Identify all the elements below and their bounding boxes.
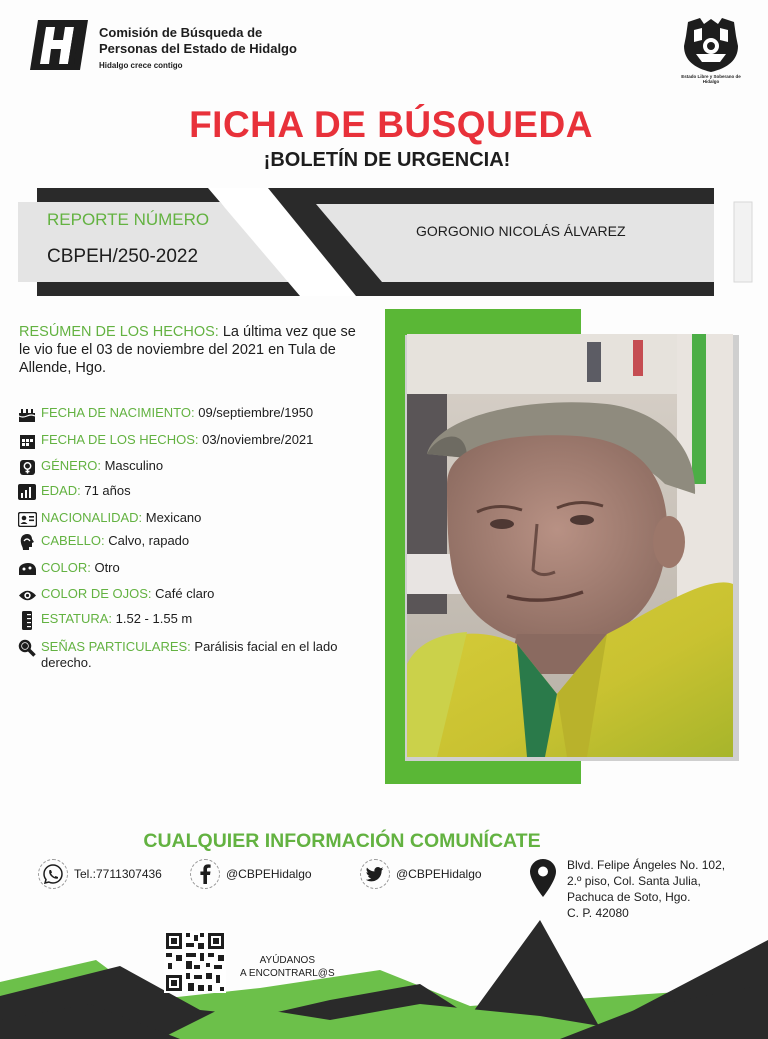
help-line1: AYÚDANOS: [259, 955, 315, 966]
fact-label: FECHA DE NACIMIENTO:: [41, 405, 195, 420]
facebook-handle: @CBPEHidalgo: [226, 867, 312, 881]
age-bars-icon: [17, 483, 37, 501]
footer-mountains-graphic: [0, 900, 768, 1039]
fact-value: 1.52 - 1.55 m: [112, 611, 193, 626]
fact-value: Masculino: [100, 458, 164, 473]
help-us-text: [240, 954, 335, 980]
fact-skin-color: [17, 560, 361, 578]
fact-nationality: [17, 510, 361, 528]
page-title: FICHA DE BÚSQUEDA: [189, 104, 593, 145]
fact-event-date: [17, 432, 361, 450]
fact-eye-color: [17, 586, 361, 604]
id-card-icon: [17, 510, 37, 528]
location-pin-icon: [530, 859, 556, 899]
facts-summary: [19, 323, 364, 377]
seal-caption: Estado Libre y Soberano de Hidalgo: [681, 74, 741, 84]
fact-birth-date: [17, 405, 361, 423]
twitter-handle: @CBPEHidalgo: [396, 867, 482, 881]
fact-value: Mexicano: [142, 510, 202, 525]
fact-age: [17, 483, 361, 501]
address-line: Blvd. Felipe Ángeles No. 102,: [567, 858, 726, 872]
fact-label: ESTATURA:: [41, 611, 113, 626]
phone-contact[interactable]: [38, 859, 162, 889]
contact-title: CUALQUIER INFORMACIÓN COMUNÍCATE: [143, 830, 541, 852]
organization-name-line2: Personas del Estado de Hidalgo: [99, 41, 297, 56]
twitter-contact[interactable]: [360, 859, 482, 889]
fact-value: Café claro: [151, 586, 215, 601]
fact-value: 09/septiembre/1950: [194, 405, 314, 420]
missing-person-name: GORGONIO NICOLÁS ÁLVAREZ: [416, 223, 626, 239]
phone-number: Tel.:7711307436: [74, 867, 162, 881]
report-number-label: REPORTE NÚMERO: [47, 210, 210, 229]
cake-icon: [17, 405, 37, 423]
facebook-icon: [190, 859, 220, 889]
fact-label: EDAD:: [41, 483, 81, 498]
twitter-icon: [360, 859, 390, 889]
slogan: Hidalgo crece contigo: [99, 61, 183, 70]
summary-label: RESÚMEN DE LOS HECHOS:: [19, 324, 219, 340]
fact-label: COLOR:: [41, 560, 91, 575]
fact-label: GÉNERO:: [41, 458, 101, 473]
fact-value: 71 años: [80, 483, 131, 498]
organization-name: [99, 25, 297, 57]
address-line: C. P. 42080: [567, 906, 629, 920]
fact-value: Parálisis facial en el lado derecho.: [41, 639, 338, 670]
commission-logo-icon: [30, 20, 88, 70]
fact-label: CABELLO:: [41, 533, 105, 548]
facebook-contact[interactable]: [190, 859, 312, 889]
phone-icon: [38, 859, 68, 889]
fact-value: Calvo, rapado: [104, 533, 190, 548]
magnifier-icon: [17, 639, 37, 657]
fact-value: Otro: [90, 560, 120, 575]
help-line2: A ENCONTRARL@S: [240, 968, 335, 979]
address-line: 2.º piso, Col. Santa Julia,: [567, 874, 701, 888]
page-subtitle: ¡BOLETÍN DE URGENCIA!: [263, 149, 511, 171]
report-number: CBPEH/250-2022: [47, 246, 199, 267]
missing-person-photo: [407, 334, 733, 757]
fact-label: FECHA DE LOS HECHOS:: [41, 432, 199, 447]
fact-hair: [17, 533, 361, 551]
report-band-graphic: [0, 186, 768, 298]
fact-label: SEÑAS PARTICULARES:: [41, 639, 191, 654]
organization-name-line1: Comisión de Búsqueda de: [99, 25, 263, 40]
hair-icon: [17, 533, 37, 551]
qr-code-icon[interactable]: [164, 931, 226, 993]
fact-value: 03/noviembre/2021: [198, 432, 314, 447]
height-icon: [17, 611, 37, 629]
fact-label: COLOR DE OJOS:: [41, 586, 152, 601]
eye-icon: [17, 586, 37, 604]
gender-icon: [17, 458, 37, 476]
fact-gender: [17, 458, 361, 476]
fact-label: NACIONALIDAD:: [41, 510, 143, 525]
summary-text: La última vez que se le vio fue el 03 de noviembre del 2021 en Tula de Allende, Hgo.: [19, 324, 356, 376]
calendar-icon: [17, 432, 37, 450]
skin-tone-icon: [17, 560, 37, 578]
fact-distinguishing-marks: [17, 639, 361, 671]
address-line: Pachuca de Soto, Hgo.: [567, 890, 691, 904]
fact-height: [17, 611, 361, 629]
